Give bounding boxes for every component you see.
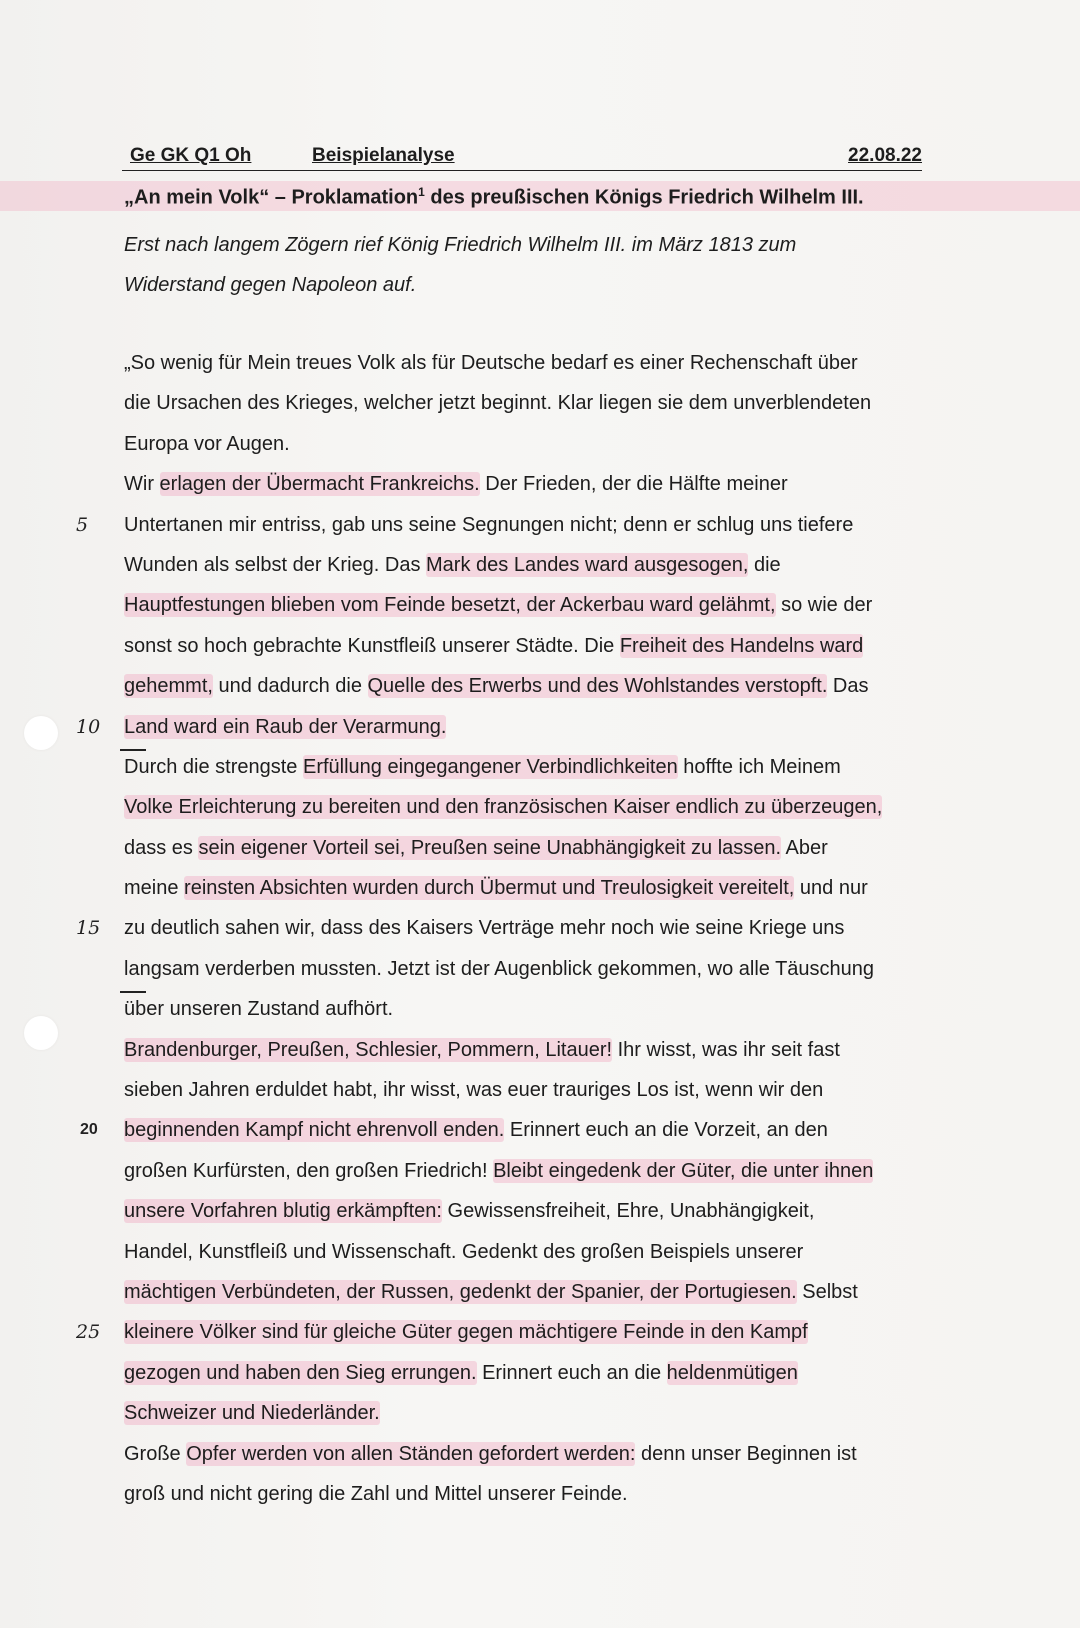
text-segment: sieben Jahren erduldet habt, ihr wisst, was euer trauriges Los ist, wenn wir den <box>124 1079 824 1102</box>
subject-label: Beispielanalyse <box>312 145 455 166</box>
highlighted-text: Schweizer und Niederländer. <box>124 1402 380 1425</box>
text-segment: meine <box>124 877 185 900</box>
highlighted-text: kleinere Völker sind für gleiche Güter gegen mächtigere Feinde in den Kampf <box>124 1321 808 1344</box>
text-line <box>124 1272 984 1312</box>
highlighted-text: gezogen und haben den Sieg errungen. <box>124 1361 477 1384</box>
text-line <box>80 1110 984 1150</box>
text-segment: sonst so hoch gebrachte Kunstfleiß unserer Städte. Die <box>124 634 620 657</box>
line-number: 5 <box>76 513 89 536</box>
text-segment: hoffte ich Meinem <box>677 755 841 778</box>
paragraph-mark <box>120 991 146 993</box>
text-line <box>124 828 984 868</box>
text-line <box>124 464 984 504</box>
course-label: Ge GK Q1 Oh <box>130 145 252 166</box>
text-line <box>124 626 984 666</box>
text-line <box>124 1151 984 1191</box>
text-line <box>124 1070 984 1110</box>
text-line <box>124 666 984 706</box>
text-line <box>124 1393 984 1433</box>
intro-line: Widerstand gegen Napoleon auf. <box>124 274 417 296</box>
highlighted-text: Erfüllung eingegangener Verbindlichkeiten <box>302 755 678 778</box>
highlighted-text: reinsten Absichten wurden durch Übermut und Treulosigkeit vereitelt, <box>184 877 795 900</box>
text-segment: Untertanen mir entriss, gab uns seine Segnungen nicht; denn er schlug uns tiefere <box>124 513 854 536</box>
text-segment: über unseren Zustand aufhört. <box>124 998 394 1021</box>
intro-text <box>124 225 984 305</box>
highlighted-text: mächtigen Verbündeten, der Russen, gedenkt der Spanier, der Portugiesen. <box>124 1280 797 1303</box>
text-line <box>124 1434 984 1474</box>
highlighted-text: Bleibt eingedenk der Güter, die unter ihnen <box>493 1159 874 1182</box>
highlighted-text: Hauptfestungen blieben vom Feinde besetzt, der Ackerbau ward gelähmt, <box>124 594 776 617</box>
highlighted-text: Mark des Landes ward ausgesogen, <box>426 553 749 576</box>
highlighted-text: gehemmt, <box>124 675 213 698</box>
text-segment: Handel, Kunstfleiß und Wissenschaft. Gedenkt des großen Beispiels unserer <box>124 1240 804 1263</box>
highlighted-text: Brandenburger, Preußen, Schlesier, Pommern, Litauer! <box>124 1038 613 1061</box>
text-line <box>124 949 984 989</box>
line-number: 25 <box>76 1321 101 1344</box>
title-rest: des preußischen Königs Friedrich Wilhelm III. <box>424 186 864 209</box>
text-segment: Durch die strengste <box>124 755 303 778</box>
text-segment: denn unser Beginnen ist <box>635 1442 857 1465</box>
text-line <box>124 585 984 625</box>
highlighted-text: Quelle des Erwerbs und des Wohlstandes verstopft. <box>367 675 828 698</box>
text-segment: dass es <box>124 836 199 859</box>
document-header <box>122 146 922 171</box>
text-segment: die <box>748 553 781 576</box>
document-title <box>124 185 1004 210</box>
text-segment: Große <box>124 1442 187 1465</box>
text-segment: langsam verderben mussten. Jetzt ist der Augenblick gekommen, wo alle Täuschung <box>124 957 875 980</box>
highlighted-text: erlagen der Übermacht Frankreichs. <box>159 473 480 496</box>
punch-hole-top <box>24 716 58 750</box>
paragraph-mark <box>120 749 146 751</box>
text-segment: Das <box>827 675 869 698</box>
intro-line: Erst nach langem Zögern rief König Friedrich Wilhelm III. im März 1813 zum <box>124 234 797 256</box>
text-segment: und nur <box>794 877 868 900</box>
highlighted-text: heldenmütigen <box>666 1361 798 1384</box>
text-line <box>76 1312 984 1352</box>
source-text <box>76 343 984 1514</box>
text-segment: „So wenig für Mein treues Volk als für Deutsche bedarf es einer Rechenschaft über <box>124 352 858 374</box>
text-line <box>124 989 984 1029</box>
text-segment: Ihr wisst, was ihr seit fast <box>612 1038 840 1061</box>
text-segment: Erinnert euch an die <box>476 1361 667 1384</box>
text-line <box>124 868 984 908</box>
highlighted-text: Freiheit des Handelns ward <box>619 634 864 657</box>
highlighted-text: sein eigener Vorteil sei, Preußen seine Unabhängigkeit zu lassen. <box>198 836 782 859</box>
text-line <box>124 1191 984 1231</box>
highlighted-text: beginnenden Kampf nicht ehrenvoll enden. <box>124 1119 505 1142</box>
text-segment: zu deutlich sahen wir, dass des Kaisers Verträge mehr noch wie seine Kriege uns <box>124 917 845 940</box>
text-segment: so wie der <box>775 594 873 617</box>
text-line <box>124 545 984 585</box>
line-number: 15 <box>76 917 101 940</box>
text-segment: Erinnert euch an die Vorzeit, an den <box>504 1119 828 1142</box>
text-segment: Wir <box>124 473 160 496</box>
highlighted-text: Volke Erleichterung zu bereiten und den französischen Kaiser endlich zu überzeugen, <box>124 796 883 819</box>
text-line <box>124 1353 984 1393</box>
text-line <box>124 1232 984 1272</box>
punch-hole-bottom <box>24 1016 58 1050</box>
text-line <box>124 424 984 464</box>
title-footnote-mark: 1 <box>418 185 425 199</box>
text-segment: die Ursachen des Krieges, welcher jetzt beginnt. Klar liegen sie dem unverblendeten <box>124 392 872 415</box>
date-label: 22.08.22 <box>848 145 922 166</box>
text-line <box>124 343 984 383</box>
text-segment: Selbst <box>796 1280 858 1303</box>
highlighted-text: Land ward ein Raub der Verarmung. <box>124 715 447 738</box>
line-number: 10 <box>76 715 101 738</box>
text-line <box>124 1474 984 1514</box>
text-line <box>76 707 984 747</box>
text-line <box>76 505 984 545</box>
text-segment: Europa vor Augen. <box>124 432 290 455</box>
text-line <box>124 383 984 423</box>
text-segment: Aber <box>781 836 828 859</box>
text-segment: und dadurch die <box>212 675 368 698</box>
line-number: 20 <box>80 1121 98 1139</box>
title-text: „An mein Volk“ – Proklamation <box>124 186 419 209</box>
text-segment: Der Frieden, der die Hälfte meiner <box>479 473 788 496</box>
text-segment: Wunden als selbst der Krieg. Das <box>124 553 427 576</box>
text-line <box>124 1030 984 1070</box>
highlighted-text: unsere Vorfahren blutig erkämpften: <box>124 1200 442 1223</box>
highlighted-text: Opfer werden von allen Ständen gefordert werden: <box>186 1442 636 1465</box>
text-segment: groß und nicht gering die Zahl und Mittel unserer Feinde. <box>124 1482 628 1505</box>
text-line <box>76 908 984 948</box>
text-segment: Gewissensfreiheit, Ehre, Unabhängigkeit, <box>441 1200 815 1223</box>
text-line <box>124 747 984 787</box>
text-line <box>124 787 984 827</box>
text-segment: großen Kurfürsten, den großen Friedrich! <box>124 1159 494 1182</box>
